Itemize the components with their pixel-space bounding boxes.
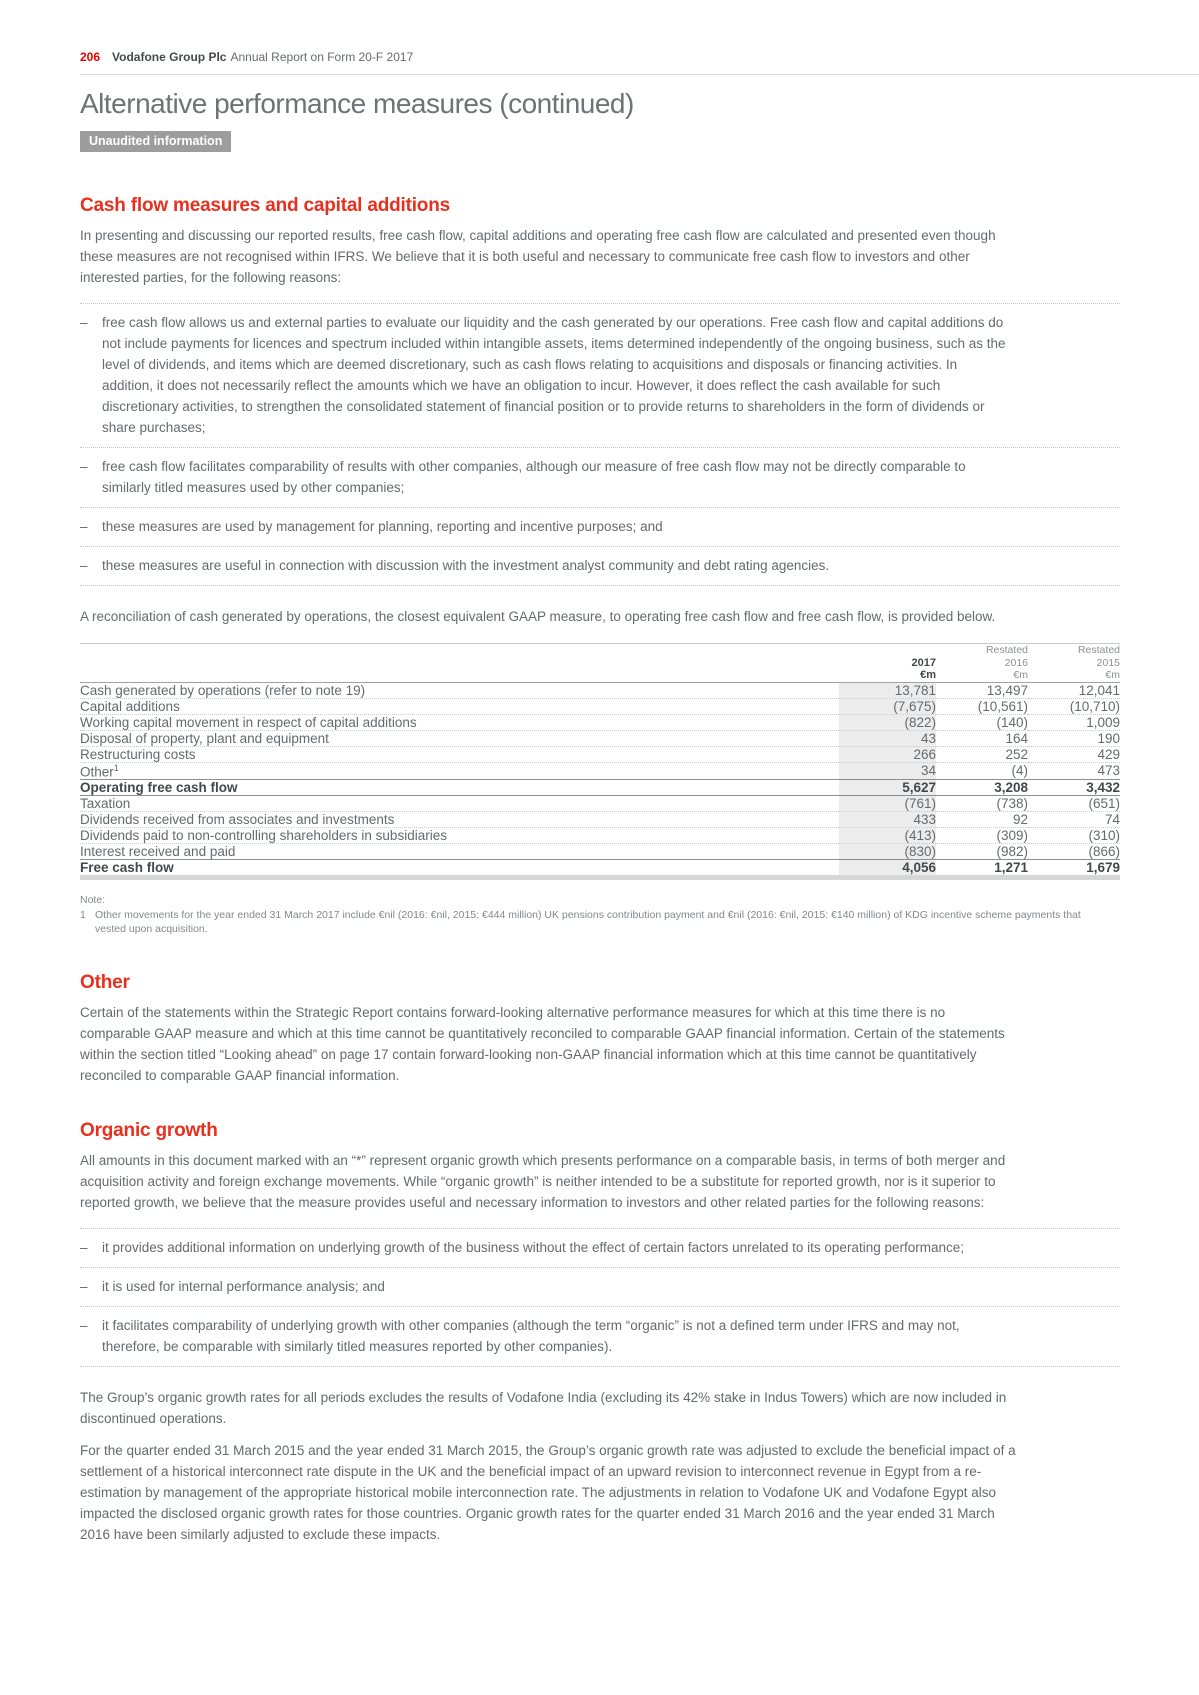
row-label: Taxation <box>80 796 839 812</box>
value-2017: 43 <box>839 730 936 746</box>
value-2015: 190 <box>1028 730 1120 746</box>
value-2016: (738) <box>936 796 1028 812</box>
organic-growth-heading: Organic growth <box>80 1120 218 1141</box>
value-2016: (10,561) <box>936 698 1028 714</box>
organic-growth-intro: All amounts in this document marked with an “*” represent organic growth which presents performance on a comparable basis, in terms of both merger and acquisition activity and foreign exchange movements. While “organic growth” is neither intended to be a substitute for reported growth, nor is it superior to reported growth, we believe that the measure provides useful and necessary information to investors and other related parties for the following reasons: <box>80 1153 1006 1210</box>
row-label: Operating free cash flow <box>80 780 839 796</box>
row-label: Dividends paid to non-controlling shareholders in subsidiaries <box>80 828 839 844</box>
table-row-subtotal <box>80 780 1120 796</box>
value-2017: 5,627 <box>839 780 936 796</box>
value-2017: 266 <box>839 746 936 762</box>
bullet-dash: – <box>80 1240 88 1255</box>
value-2015: 74 <box>1028 812 1120 828</box>
cash-flow-intro: In presenting and discussing our reported results, free cash flow, capital additions and operating free cash flow are calculated and presented even though these measures are not recognised within IFRS. We believe that it is both useful and necessary to communicate free cash flow to investors and other interested parties, for the following reasons: <box>80 228 996 285</box>
value-2015: 473 <box>1028 762 1120 780</box>
section-organic-growth <box>80 1120 1120 1545</box>
other-body: Certain of the statements within the Strategic Report contains forward-looking alternative performance measures for which at this time there is no comparable GAAP measure and which at this time cannot be quantitatively reconciled to comparable GAAP financial information. Certain of the statements within the section titled “Looking ahead” on page 17 contain forward-looking non-GAAP financial information which at this time cannot be quantitatively reconciled to comparable GAAP financial information. <box>80 1005 1005 1083</box>
list-item <box>80 1267 1120 1306</box>
value-2016: 252 <box>936 746 1028 762</box>
table-row <box>80 730 1120 746</box>
bullet-text: it facilitates comparability of underlying growth with other companies (although the term “organic” is not a defined term under IFRS and may not, therefore, be comparable with similarly titled measures reported by other companies). <box>102 1318 960 1354</box>
col-header-2015: Restated 2015 €m <box>1028 644 1120 683</box>
section-other <box>80 972 1120 1086</box>
bullet-text: free cash flow facilitates comparability of results with other companies, although our measure of free cash flow may not be directly comparable to similarly titled measures used by other companies; <box>102 459 966 495</box>
col-header-2016: Restated 2016 €m <box>936 644 1028 683</box>
value-2015: (866) <box>1028 844 1120 860</box>
value-2016: (140) <box>936 714 1028 730</box>
bullet-dash: – <box>80 1279 88 1294</box>
row-label: Cash generated by operations (refer to note 19) <box>80 682 366 698</box>
bullet-dash: – <box>80 315 88 330</box>
value-2017: 13,781 <box>839 682 936 698</box>
table-row <box>80 796 1120 812</box>
list-item <box>80 546 1120 586</box>
value-2017: 34 <box>839 762 936 780</box>
bullet-dash: – <box>80 558 88 573</box>
other-heading: Other <box>80 972 130 993</box>
value-2017: (761) <box>839 796 936 812</box>
list-item <box>80 507 1120 546</box>
page-number: 206 <box>80 50 101 64</box>
cash-flow-table <box>80 643 1120 880</box>
list-item <box>80 447 1120 507</box>
value-2015: 12,041 <box>1078 682 1120 698</box>
note-number: 1 <box>80 909 86 921</box>
value-2016: 92 <box>936 812 1028 828</box>
organic-growth-para-adjustments: For the quarter ended 31 March 2015 and the year ended 31 March 2015, the Group’s organic growth rate was adjusted to exclude the beneficial impact of a settlement of a historical interconnect rate dispute in the UK and the beneficial impact of an upward revision to interconnect revenue in Egypt from a re-estimation by management of the appropriate historical mobile interconnection rate. The adjustments in relation to Vodafone UK and Vodafone Egypt also impacted the disclosed organic growth rates for those countries. Organic growth rates for the quarter ended 31 March 2016 and the year ended 31 March 2016 have been similarly adjusted to exclude these impacts. <box>80 1443 1016 1542</box>
value-2015: 3,432 <box>1028 780 1120 796</box>
row-label: Working capital movement in respect of capital additions <box>80 714 839 730</box>
row-label: Disposal of property, plant and equipment <box>80 730 839 746</box>
table-row <box>80 812 1120 828</box>
table-row <box>80 762 1120 780</box>
value-2016: 13,497 <box>986 682 1028 698</box>
value-2016: (309) <box>936 828 1028 844</box>
row-label: Free cash flow <box>80 860 839 878</box>
organic-growth-bullet-list <box>80 1228 1120 1367</box>
note-label: Note: <box>80 894 106 906</box>
table-row <box>80 746 1120 762</box>
value-2017: (822) <box>839 714 936 730</box>
section-cash-flow <box>80 195 1120 936</box>
value-2015: (651) <box>1028 796 1120 812</box>
value-2016: (4) <box>936 762 1028 780</box>
reconciliation-text: A reconciliation of cash generated by operations, the closest equivalent GAAP measure, to operating free cash flow and free cash flow, is provided below. <box>80 609 996 624</box>
row-label: Other$^1$ <box>80 762 839 780</box>
table-row <box>80 698 1120 714</box>
table-note <box>80 893 1085 936</box>
value-2017: 433 <box>839 812 936 828</box>
bullet-text: it provides additional information on underlying growth of the business without the effect of certain factors unrelated to its operating performance; <box>102 1240 964 1255</box>
table-row <box>80 828 1120 844</box>
header-divider <box>80 74 1199 75</box>
value-2016: 1,271 <box>936 860 1028 878</box>
unaudited-badge: Unaudited information <box>80 131 231 152</box>
bullet-dash: – <box>80 519 88 534</box>
page-title: Alternative performance measures (continued) <box>80 88 634 119</box>
value-2017: 4,056 <box>839 860 936 878</box>
value-2016: (982) <box>936 844 1028 860</box>
bullet-text: these measures are used by management for planning, reporting and incentive purposes; and <box>102 519 663 534</box>
value-2015: 429 <box>1028 746 1120 762</box>
row-label: Restructuring costs <box>80 746 839 762</box>
value-2017: (7,675) <box>839 698 936 714</box>
value-2015: (310) <box>1028 828 1120 844</box>
value-2015: 1,679 <box>1028 860 1120 878</box>
value-2015: 1,009 <box>1028 714 1120 730</box>
bullet-dash: – <box>80 1318 88 1333</box>
organic-growth-para-india: The Group’s organic growth rates for all periods excludes the results of Vodafone India (excluding its 42% stake in Indus Towers) which are now included in discontinued operations. <box>80 1390 1007 1426</box>
brand-name: Vodafone Group Plc <box>112 50 227 64</box>
table-header-empty <box>80 644 839 683</box>
table-header-row <box>80 644 1120 683</box>
row-label: Capital additions <box>80 698 839 714</box>
col-header-2017: 2017 €m <box>839 644 936 683</box>
list-item <box>80 303 1120 447</box>
table-row <box>80 714 1120 730</box>
bullet-text: free cash flow allows us and external parties to evaluate our liquidity and the cash generated by our operations. Free cash flow and capital additions do not include payments for licences and spectrum included within intangible assets, items determined independently of the ongoing business, such as the level of dividends, and items which are deemed discretionary, such as cash flows relating to acquisitions and disposals or financing activities. In addition, it does not necessarily reflect the amounts which we have an obligation to incur. However, it does reflect the cash available for such discretionary activities, to strengthen the consolidated statement of financial position or to provide returns to shareholders in the form of dividends or share purchases; <box>102 315 1006 435</box>
list-item <box>80 1306 1120 1367</box>
list-item <box>80 1228 1120 1267</box>
cash-flow-heading: Cash flow measures and capital additions <box>80 195 450 216</box>
value-2017: (830) <box>839 844 936 860</box>
note-reference: 1 <box>113 762 119 773</box>
report-title: Annual Report on Form 20-F 2017 <box>230 50 414 64</box>
note-text: Other movements for the year ended 31 March 2017 include €nil (2016: €nil, 2015: €444 million) UK pensions contribution payment and €nil (2016: €nil, 2015: €140 million) of KDG incentive scheme payments that vested upon acquisition. <box>95 909 1081 935</box>
note-item <box>80 908 1085 936</box>
row-label: Interest received and paid <box>80 844 839 860</box>
table-row <box>80 682 1120 698</box>
table-row <box>80 844 1120 860</box>
value-2015: (10,710) <box>1028 698 1120 714</box>
bullet-text: it is used for internal performance analysis; and <box>102 1279 385 1294</box>
value-2016: 3,208 <box>936 780 1028 796</box>
table-row-total <box>80 860 1120 878</box>
value-2016: 164 <box>936 730 1028 746</box>
doc-header <box>80 50 1120 64</box>
value-2017: (413) <box>839 828 936 844</box>
row-label: Dividends received from associates and investments <box>80 812 839 828</box>
cash-flow-bullet-list <box>80 303 1120 586</box>
bullet-dash: – <box>80 459 88 474</box>
bullet-text: these measures are useful in connection with discussion with the investment analyst community and debt rating agencies. <box>102 558 830 573</box>
